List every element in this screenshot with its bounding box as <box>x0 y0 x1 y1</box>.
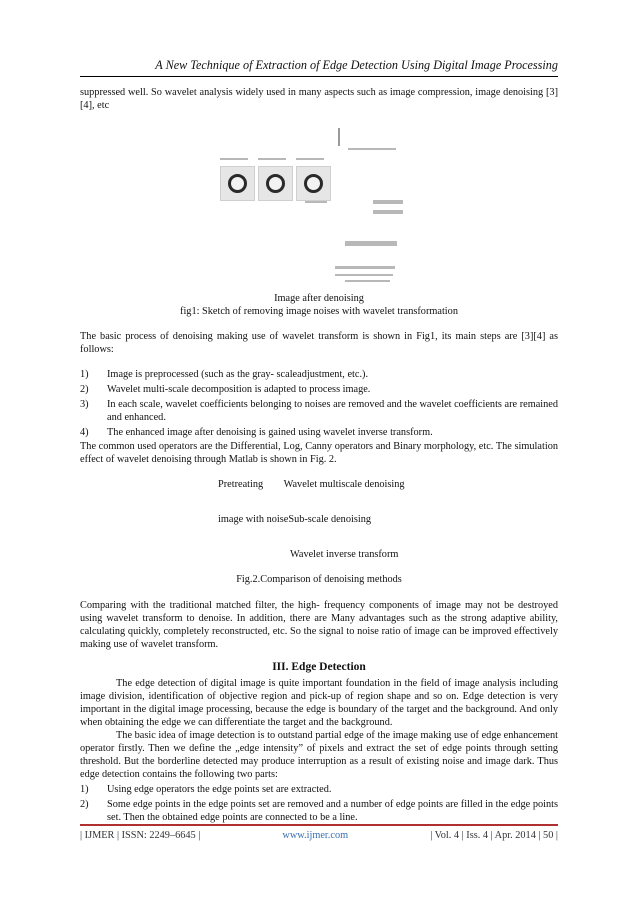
edge-paragraph-2: The basic idea of image detection is to outstand partial edge of the image making use of edge enhancement operator firstly. Then we define the „edge intensity” of pixels and extract the set of edge points through setting threshold. But the borderline detected may produce interruption as a result of existing noise and image dark. Thus edge detection contains the following two parts: <box>80 730 558 780</box>
denoising-steps-list <box>80 368 558 441</box>
figure-thumb-denoised <box>296 166 331 201</box>
figure-2-line-2: image with noiseSub-scale denoising <box>218 514 371 525</box>
comparison-paragraph: Comparing with the traditional matched filter, the high- frequency components of image may not be destroyed using wavelet transform to denoise. In addition, there are Many advantages such as the strong adaptive ability, calculating quickly, completely reconstructed, etc. So the signal to noise ratio of image can be improved effectively making use of wavelet transform. <box>80 600 558 650</box>
figure-thumb-decomposed <box>258 166 293 201</box>
figure-1-caption-line1: Image after denoising <box>274 293 364 304</box>
intro-paragraph: suppressed well. So wavelet analysis widely used in many aspects such as image compression, image denoising [3][4], etc <box>80 87 558 111</box>
list-item: 1) Image is preprocessed (such as the gray- scaleadjustment, etc.). <box>80 369 369 380</box>
edge-paragraph-1: The edge detection of digital image is quite important foundation in the field of image analysis including image division, identification of objective region and pick-up of region shape and so on. Edge detection is very important in the digital image processing, because the edge is boundary of the target and the background. And only when obtaining the edge we can differentiate the target and the background. <box>80 678 558 728</box>
edge-parts-list <box>80 783 558 826</box>
footer-volume: | Vol. 4 | Iss. 4 | Apr. 2014 | 50 | <box>430 830 558 841</box>
list-item: 1) Using edge operators the edge points set are extracted. <box>80 784 332 795</box>
footer-rule <box>80 824 558 826</box>
figure-2-line-1: Pretreating Wavelet multiscale denoising <box>218 479 405 490</box>
header-rule <box>80 76 558 77</box>
running-title: A New Technique of Extraction of Edge Detection Using Digital Image Processing <box>155 58 558 72</box>
figure-1-image <box>195 118 435 290</box>
figure-2-line-3: Wavelet inverse transform <box>290 549 399 560</box>
figure-1-caption: fig1: Sketch of removing image noises with wavelet transformation <box>180 306 458 317</box>
list-item: 3) In each scale, wavelet coefficients belonging to noises are removed and the wavelet coefficients are remained and enhanced. <box>80 399 558 423</box>
list-item: 2) Wavelet multi-scale decomposition is adapted to process image. <box>80 384 371 395</box>
section-heading: III. Edge Detection <box>272 661 366 673</box>
footer-journal: | IJMER | ISSN: 2249–6645 | <box>80 830 201 841</box>
page-footer <box>80 830 558 841</box>
process-paragraph: The basic process of denoising making use of wavelet transform is shown in Fig1, its main steps are [3][4] as follows: <box>80 331 558 355</box>
list-item: 2) Some edge points in the edge points set are removed and a number of edge points are filled in the edge points set. Then the obtained edge points are connected to be a line. <box>80 799 558 823</box>
figure-2-caption: Fig.2.Comparison of denoising methods <box>236 574 402 585</box>
list-item: 4) The enhanced image after denoising is gained using wavelet inverse transform. <box>80 427 433 438</box>
figure-thumb-noisy <box>220 166 255 201</box>
footer-website-link[interactable]: www.ijmer.com <box>282 830 349 841</box>
operators-paragraph: The common used operators are the Differential, Log, Canny operators and Binary morphology, etc. The simulation effect of wavelet denoising through Matlab is shown in Fig. 2. <box>80 441 558 465</box>
